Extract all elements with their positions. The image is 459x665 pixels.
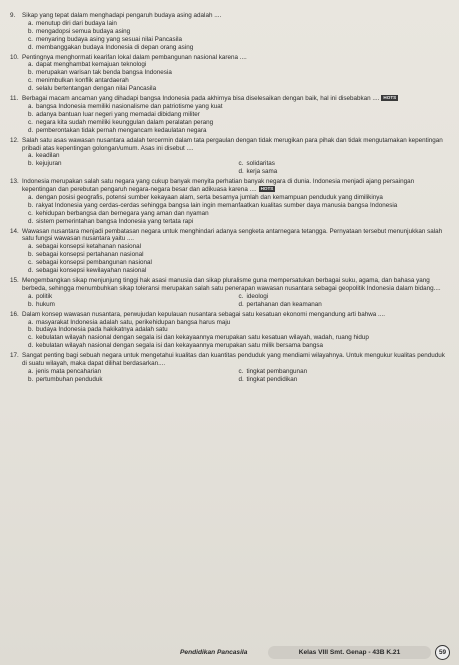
answer-option — [28, 293, 239, 301]
option-letter: a. — [28, 193, 34, 201]
question-number: 17. — [10, 352, 19, 360]
question-text — [22, 277, 449, 293]
option-letter: d. — [28, 43, 34, 51]
question-item — [10, 352, 449, 384]
answer-option — [28, 85, 449, 93]
question-item — [10, 54, 449, 94]
option-letter: c. — [28, 118, 33, 126]
question-stem: Berbagai macam ancaman yang dihadapi bangsa Indonesia pada akhirnya bisa diselesaikan dengan baik, hal ini disebabkan .... — [22, 95, 380, 103]
question-number: 14. — [10, 227, 19, 235]
question-number: 10. — [10, 53, 19, 61]
answer-option — [28, 44, 449, 52]
option-text: merupakan warisan tak benda bangsa Indonesia — [36, 69, 172, 77]
option-letter: c. — [28, 259, 33, 267]
option-letter: b. — [28, 69, 34, 77]
option-text: kejujuran — [36, 160, 62, 168]
answer-option — [28, 267, 449, 275]
option-letter: b. — [28, 300, 34, 308]
option-letter: d. — [28, 126, 34, 134]
option-letter: c. — [28, 77, 33, 85]
answer-option — [28, 202, 449, 210]
option-text: selalu bertentangan dengan nilai Pancasila — [36, 85, 157, 93]
answer-option — [28, 218, 449, 226]
answer-option — [239, 368, 450, 376]
option-text: dapat menghambat kemajuan teknologi — [36, 61, 147, 69]
option-letter: d. — [28, 217, 34, 225]
answer-option-row — [28, 160, 449, 168]
option-letter: d. — [28, 85, 34, 93]
answer-option — [28, 319, 449, 327]
answer-option — [239, 168, 450, 176]
option-letter: d. — [238, 375, 244, 383]
answer-option — [28, 376, 239, 384]
answer-option — [28, 20, 449, 28]
option-letter: d. — [28, 342, 34, 350]
option-letter: a. — [28, 243, 34, 251]
option-text: ideologi — [246, 292, 269, 300]
footer-class-info: Kelas VIII Smt. Genap - 43B K.21 — [268, 646, 431, 659]
question-item — [10, 277, 449, 309]
answer-option-row — [28, 376, 449, 384]
option-letter: b. — [28, 27, 34, 35]
question-text — [22, 178, 449, 194]
answer-option — [28, 127, 449, 135]
option-text: adanya bantuan luar negeri yang memadai dibidang militer — [36, 110, 200, 118]
answer-option — [28, 152, 239, 160]
option-letter: a. — [28, 19, 34, 27]
answer-option — [28, 259, 449, 267]
option-text: pertumbuhan penduduk — [36, 375, 103, 383]
option-text: kerja sama — [246, 168, 278, 176]
answer-option — [28, 301, 239, 309]
option-text: kebulatan wilayah nasional dengan segala isi dan kekayaannya merupakan satu milik bersama bangsa — [36, 342, 324, 350]
answer-option — [28, 168, 239, 176]
answer-option-row — [28, 152, 449, 160]
answer-option — [28, 342, 449, 350]
option-text: sebagai konsepsi kewilayahan nasional — [36, 267, 147, 275]
option-text: menutup diri dari budaya lain — [36, 19, 117, 27]
option-letter: c. — [238, 292, 244, 300]
page-footer — [180, 645, 450, 660]
option-text: sebagai konsepsi pertahanan nasional — [36, 251, 144, 259]
option-letter: a. — [28, 61, 34, 69]
question-stem: Wawasan nusantara menjadi pembatasan negara untuk menghindari adanya sengketa antarnegara tetangga. Pernyataan tersebut menunjukkan salah satu fungsi wawasan nusantara yaitu .... — [22, 227, 443, 243]
option-text: politik — [36, 292, 53, 300]
hots-badge: HOTS — [383, 95, 397, 101]
answer-option — [239, 376, 450, 384]
answer-option — [28, 334, 449, 342]
answer-option — [28, 119, 449, 127]
answer-option-row — [28, 293, 449, 301]
option-letter: c. — [28, 35, 33, 43]
question-stem: Indonesia merupakan salah satu negara yang cukup banyak menyita perhatian banyak negara di dunia. Indonesia menjadi ajang persaingan kepentingan dan perebutan pengaruh negara-negara besar dan adikuasa karena .... — [22, 178, 415, 194]
question-item — [10, 311, 449, 351]
option-text: sistem pemerintahan bangsa Indonesia yang tertata rapi — [36, 217, 194, 225]
answer-option — [28, 251, 449, 259]
answer-option — [28, 210, 449, 218]
answer-option — [28, 69, 449, 77]
footer-subject: Pendidikan Pancasila — [180, 648, 248, 656]
option-text: hukum — [36, 300, 55, 308]
option-letter: a. — [28, 367, 34, 375]
option-text: sebagai konsepsi ketahanan nasional — [36, 243, 142, 251]
option-text: jenis mata pencaharian — [36, 367, 102, 375]
answer-option — [28, 103, 449, 111]
answer-option — [28, 36, 449, 44]
option-letter: b. — [28, 160, 34, 168]
option-text: negara kita sudah memiliki keunggulan dalam peralatan perang — [36, 118, 214, 126]
question-number: 9. — [10, 12, 16, 19]
question-text — [22, 228, 449, 244]
option-text: budaya Indonesia pada hakikatnya adalah satu — [36, 326, 168, 334]
option-text: bangsa Indonesia memiliki nasionalisme dan patriotisme yang kuat — [36, 102, 223, 110]
option-text: membanggakan budaya Indonesia di depan orang asing — [36, 43, 194, 51]
answer-option — [28, 160, 239, 168]
option-text: keadilan — [36, 152, 60, 160]
option-text: solidaritas — [246, 160, 275, 168]
question-stem: Pentingnya menghormati kearifan lokal dalam pembangunan nasional karena .... — [22, 53, 247, 61]
question-number: 12. — [10, 136, 19, 144]
option-text: pertahanan dan keamanan — [246, 300, 322, 308]
answer-option-row — [28, 368, 449, 376]
answer-option — [239, 301, 450, 309]
question-item — [10, 12, 449, 52]
answer-option — [28, 194, 449, 202]
answer-option-row — [28, 301, 449, 309]
option-text: kehidupan berbangsa dan bernegara yang aman dan nyaman — [36, 209, 209, 217]
question-text — [22, 311, 449, 319]
option-letter: c. — [28, 334, 33, 342]
option-letter: d. — [28, 267, 34, 275]
question-stem: Sangat penting bagi sebuah negara untuk mengetahui kualitas dan kuantitas penduduk yang mendiami wilayahnya. Untuk mengukur kualitas penduduk di suatu wilayah, maka dapat dilihat berdasarkan.... — [22, 352, 445, 368]
answer-option-row — [28, 168, 449, 176]
question-stem: Salah satu asas wawasan nusantara adalah tercermin dalam tata pergaulan dengan tidak merugikan para pihak dan tidak mengutamakan kepentingan pribadi atas kepentingan golongan/umum. Asas ini disebut .... — [22, 136, 443, 152]
option-letter: d. — [238, 168, 244, 176]
answer-option — [28, 28, 449, 36]
question-text — [22, 95, 449, 103]
option-text: sebagai konsepsi pembangunan nasional — [36, 259, 152, 267]
option-letter: b. — [28, 326, 34, 334]
option-letter: b. — [28, 201, 34, 209]
option-letter: d. — [238, 300, 244, 308]
question-number: 16. — [10, 310, 19, 318]
option-text: dengan posisi geografis, potensi sumber kekayaan alam, serta besarnya jumlah dan kemampuan penduduk yang dimilikinya — [36, 193, 383, 201]
answer-option — [28, 243, 449, 251]
question-stem: Mengembangkan sikap menjunjung tinggi hak asasi manusia dan sikap pluralisme guna mempersatukan berbagai suku, agama, dan bahasa yang berbeda, sehingga menumbuhkan sikap toleransi merupakan salah satu penerapan wawasan nusantara sebagai geopolitik Indonesia dalam bidang.... — [22, 277, 441, 292]
question-stem: Sikap yang tepat dalam menghadapi pengaruh budaya asing adalah .... — [22, 12, 222, 19]
answer-option — [28, 326, 449, 334]
question-item — [10, 178, 449, 225]
question-item — [10, 95, 449, 135]
answer-option — [239, 160, 450, 168]
question-text — [22, 54, 449, 62]
option-letter: a. — [28, 318, 34, 326]
question-item — [10, 137, 449, 177]
question-stem: Dalam konsep wawasan nusantara, perwujudan kepulauan nusantara sebagai satu kesatuan ekonomi mengandung arti bahwa .... — [22, 310, 386, 318]
question-item — [10, 228, 449, 275]
question-number: 13. — [10, 178, 19, 186]
question-number: 11. — [10, 95, 19, 103]
answer-option — [28, 61, 449, 69]
option-letter: b. — [28, 375, 34, 383]
option-text: kebulatan wilayah nasional dengan segala isi dan kekayaannya merupakan satu kesatuan wilayah, wadah, ruang hidup — [36, 334, 369, 342]
option-letter: c. — [238, 367, 244, 375]
hots-badge: HOTS — [260, 186, 274, 192]
question-text — [22, 12, 449, 20]
option-text: mengadopsi semua budaya asing — [36, 27, 131, 35]
page-number: 59 — [435, 645, 450, 660]
question-list — [10, 12, 449, 384]
option-letter: b. — [28, 251, 34, 259]
option-letter: a. — [28, 292, 34, 300]
option-letter: a. — [28, 102, 34, 110]
option-text: rakyat Indonesia yang cerdas-cerdas sehingga bangsa lain ingin memanfaatkan kualitas sumber daya manusia bangsa Indonesia — [36, 201, 398, 209]
option-text: pemberontakan tidak pernah mengancam kedaulatan negara — [36, 126, 207, 134]
question-text — [22, 352, 449, 368]
option-text: tingkat pembangunan — [246, 367, 308, 375]
answer-option — [239, 293, 450, 301]
question-number: 15. — [10, 277, 19, 284]
option-text: menimbulkan konflik antardaerah — [36, 77, 129, 85]
option-letter: c. — [238, 160, 244, 168]
option-letter: a. — [28, 152, 34, 160]
question-text — [22, 137, 449, 153]
option-text: tingkat pendidikan — [246, 375, 298, 383]
answer-option — [28, 111, 449, 119]
option-letter: c. — [28, 209, 33, 217]
answer-option — [28, 77, 449, 85]
option-letter: b. — [28, 110, 34, 118]
option-text: masyarakat Indonesia adalah satu, perikehidupan bangsa harus maju — [36, 318, 231, 326]
answer-option — [28, 368, 239, 376]
option-text: menyaring budaya asing yang sesuai nilai Pancasila — [36, 35, 182, 43]
answer-option — [239, 152, 450, 160]
